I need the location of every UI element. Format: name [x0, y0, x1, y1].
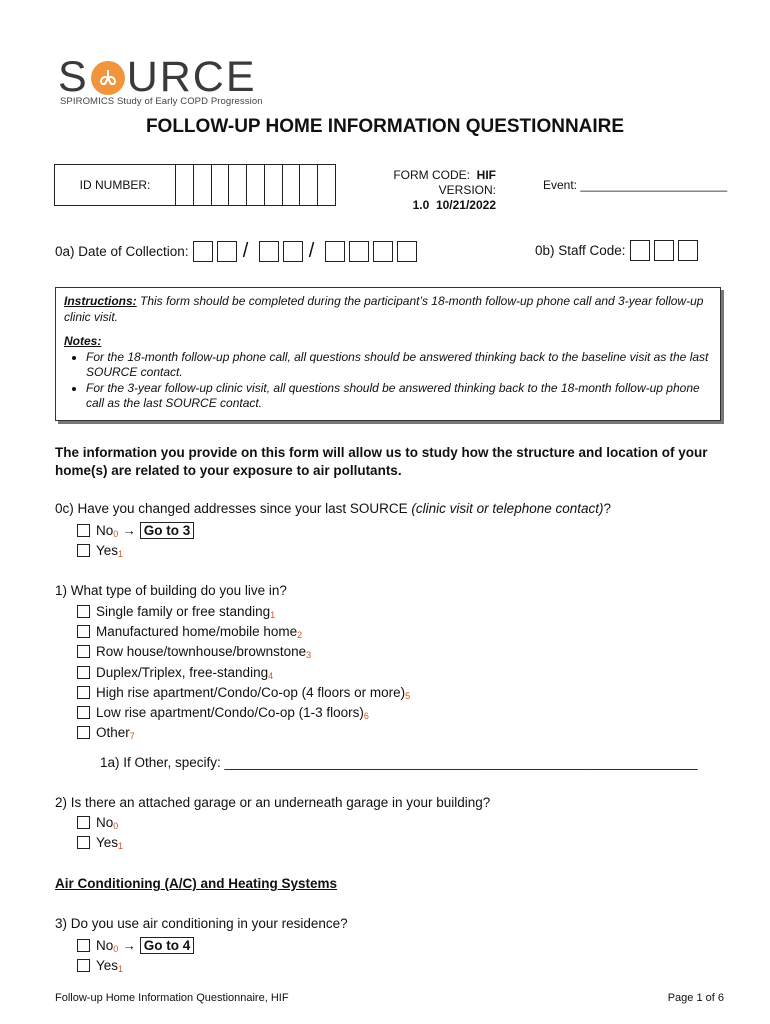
option-code: 1	[118, 963, 124, 974]
footer-title: Follow-up Home Information Questionnaire, HIF	[55, 992, 289, 1004]
date-year-box[interactable]	[397, 241, 417, 262]
option-label: No	[96, 815, 114, 830]
logo-text-urce: URCE	[126, 53, 257, 101]
note-item: • For the 18-month follow-up phone call, all questions should be answered thinking back to the baseline visit as the last SOURCE contact.	[86, 350, 712, 381]
source-logo	[58, 53, 257, 101]
notes-heading: Notes:	[64, 334, 102, 348]
id-number-label: ID NUMBER:	[55, 165, 176, 205]
version-value: 1.0	[412, 198, 430, 212]
option-label: High rise apartment/Condo/Co-op (4 floors or more)	[96, 685, 406, 700]
logo-subtitle: SPIROMICS Study of Early COPD Progression	[60, 96, 263, 107]
lead-paragraph: The information you provide on this form will allow us to study how the structure and location of your home(s) are related to your exposure to air pollutants.	[55, 445, 708, 478]
option-code: 4	[268, 670, 274, 681]
staff-code-box[interactable]	[630, 240, 650, 261]
note-item: • For the 3-year follow-up clinic visit, all questions should be answered thinking back to the 18-month follow-up phone call as the last SOURCE contact.	[86, 381, 712, 412]
arrow-right-icon: →	[122, 938, 136, 953]
option-1-7[interactable]	[77, 725, 135, 740]
staff-code-box[interactable]	[678, 240, 698, 261]
option-label: Yes	[96, 958, 119, 973]
goto-label: Go to 3	[140, 522, 195, 539]
id-cell[interactable]	[264, 165, 282, 205]
id-cell[interactable]	[282, 165, 300, 205]
option-1-2[interactable]	[77, 624, 302, 639]
option-3-yes[interactable]	[77, 958, 123, 973]
version-date: 10/21/2022	[435, 198, 496, 212]
logo-text-s: S	[58, 53, 89, 101]
checkbox[interactable]	[77, 625, 90, 638]
id-number-block	[54, 164, 336, 206]
question-0c-text: 0c) Have you changed addresses since your last SOURCE	[55, 501, 412, 516]
arrow-right-icon: →	[122, 523, 136, 538]
checkbox[interactable]	[77, 666, 90, 679]
option-code: 1	[118, 548, 124, 559]
question-2: 2) Is there an attached garage or an underneath garage in your building?	[55, 795, 491, 810]
option-label: Row house/townhouse/brownstone	[96, 644, 307, 659]
id-cell[interactable]	[211, 165, 229, 205]
date-separator: /	[308, 240, 315, 262]
option-label: Low rise apartment/Condo/Co-op (1-3 floors)	[96, 705, 364, 720]
option-1-1[interactable]	[77, 604, 275, 619]
option-code: 0	[113, 943, 119, 954]
id-number-cells[interactable]	[176, 165, 335, 205]
option-label: Single family or free standing	[96, 604, 271, 619]
option-label: No	[96, 938, 114, 953]
id-cell[interactable]	[317, 165, 335, 205]
checkbox[interactable]	[77, 836, 90, 849]
staff-code-box[interactable]	[654, 240, 674, 261]
event-field[interactable]: Event: ______________________	[543, 178, 728, 192]
instructions-heading: Instructions:	[64, 294, 137, 308]
instructions-box	[55, 287, 721, 421]
option-code: 3	[306, 649, 312, 660]
option-label: Manufactured home/mobile home	[96, 624, 298, 639]
version-label: VERSION:	[438, 183, 496, 197]
date-year-box[interactable]	[325, 241, 345, 262]
form-code-label: FORM CODE:	[393, 168, 470, 182]
instructions-text: This form should be completed during the participant’s 18-month follow-up phone call and 3-year follow-up clinic visit.	[64, 294, 704, 324]
form-code-value: HIF	[476, 168, 496, 182]
date-separator: /	[242, 240, 249, 262]
checkbox[interactable]	[77, 816, 90, 829]
checkbox[interactable]	[77, 544, 90, 557]
option-code: 5	[405, 690, 411, 701]
id-cell[interactable]	[299, 165, 317, 205]
option-3-no[interactable]	[77, 937, 194, 954]
goto-label: Go to 4	[140, 937, 195, 954]
option-1-3[interactable]	[77, 644, 311, 659]
option-2-no[interactable]	[77, 815, 118, 830]
option-code: 1	[270, 609, 276, 620]
id-cell[interactable]	[176, 165, 193, 205]
option-1-6[interactable]	[77, 705, 369, 720]
date-of-collection-label: 0a) Date of Collection:	[55, 244, 189, 259]
staff-code-row	[535, 240, 698, 261]
date-month-box[interactable]	[217, 241, 237, 262]
page-number: Page 1 of 6	[667, 992, 724, 1004]
option-label: Duplex/Triplex, free-standing	[96, 665, 269, 680]
date-year-box[interactable]	[373, 241, 393, 262]
question-0c-end: ?	[603, 501, 612, 516]
option-0c-no[interactable]	[77, 522, 194, 539]
section-heading: Air Conditioning (A/C) and Heating Systems	[55, 876, 338, 891]
other-specify-field[interactable]: 1a) If Other, specify: _______________________________________________________________	[100, 755, 698, 770]
lungs-icon	[91, 61, 125, 95]
question-0c	[55, 501, 611, 516]
option-1-5[interactable]	[77, 685, 410, 700]
option-code: 6	[363, 710, 369, 721]
checkbox[interactable]	[77, 706, 90, 719]
date-day-box[interactable]	[283, 241, 303, 262]
checkbox[interactable]	[77, 939, 90, 952]
option-code: 0	[113, 820, 119, 831]
checkbox[interactable]	[77, 726, 90, 739]
option-label: No	[96, 523, 114, 538]
option-code: 7	[129, 730, 135, 741]
option-label: Other	[96, 725, 130, 740]
date-year-box[interactable]	[349, 241, 369, 262]
form-code-block	[366, 168, 496, 213]
date-of-collection-row	[55, 240, 417, 263]
question-3: 3) Do you use air conditioning in your residence?	[55, 916, 348, 931]
option-label: Yes	[96, 835, 119, 850]
staff-code-label: 0b) Staff Code:	[535, 243, 626, 258]
date-day-box[interactable]	[259, 241, 279, 262]
question-0c-italic: (clinic visit or telephone contact)	[411, 501, 604, 516]
option-0c-yes[interactable]	[77, 543, 123, 558]
option-code: 0	[113, 528, 119, 539]
checkbox[interactable]	[77, 645, 90, 658]
id-cell[interactable]	[246, 165, 264, 205]
page-title: FOLLOW-UP HOME INFORMATION QUESTIONNAIRE	[145, 116, 625, 137]
question-1: 1) What type of building do you live in?	[55, 583, 287, 598]
id-cell[interactable]	[193, 165, 211, 205]
option-label: Yes	[96, 543, 119, 558]
option-1-4[interactable]	[77, 665, 273, 680]
checkbox[interactable]	[77, 605, 90, 618]
checkbox[interactable]	[77, 959, 90, 972]
option-code: 2	[297, 629, 303, 640]
date-month-box[interactable]	[193, 241, 213, 262]
checkbox[interactable]	[77, 524, 90, 537]
notes-list	[64, 350, 712, 412]
option-code: 1	[118, 840, 124, 851]
option-2-yes[interactable]	[77, 835, 123, 850]
checkbox[interactable]	[77, 686, 90, 699]
id-cell[interactable]	[228, 165, 246, 205]
